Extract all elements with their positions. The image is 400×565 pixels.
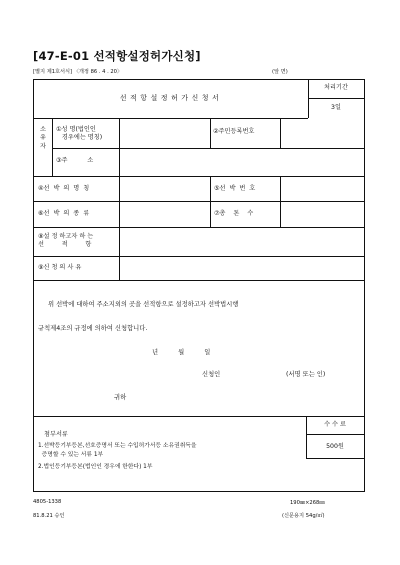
- divider: [34, 256, 364, 257]
- form-code: 4805-1338: [33, 499, 62, 505]
- body-text-line-2: 규칙제4조의 규정에 의하여 신청합니다.: [38, 325, 148, 332]
- divider: [210, 176, 211, 227]
- address-label: ③주 소: [56, 157, 94, 164]
- divider: [34, 416, 364, 417]
- application-form: [33, 79, 365, 492]
- ship-type-label: ⑥선 박 의 종 류: [38, 210, 90, 217]
- divider: [52, 118, 53, 176]
- owner-label: 소 유 자: [40, 126, 46, 150]
- divider: [308, 98, 364, 99]
- body-text-line-1: 위 선박에 대하여 주소지외의 곳을 선적항으로 설정하고자 선박법시행: [48, 301, 239, 308]
- reason-label: ⑨신 청 의 사 유: [38, 264, 82, 271]
- port-label: ⑧설 정 하고자 하 는 선 적 항: [38, 233, 94, 248]
- processing-period-label: 처리기간: [324, 84, 348, 91]
- paper-size: 190㎜×268㎜: [290, 500, 325, 506]
- divider: [34, 118, 308, 119]
- form-number: [별지 제1호서식] 〈개정 86 . 4 . 20〉: [33, 69, 123, 75]
- attachment-2: 2.법인등기부등본(법인인 경우에 한한다) 1부: [38, 464, 153, 470]
- processing-period-value: 3일: [331, 104, 341, 111]
- divider: [306, 458, 364, 459]
- divider: [306, 434, 364, 435]
- attachment-1-cont: 증명할 수 있는 서류 1부: [38, 452, 104, 458]
- divider: [34, 280, 364, 281]
- page-title: [47-E-01 선적항설정허가신청]: [33, 49, 201, 63]
- divider: [52, 148, 364, 149]
- approval-date: 81.8.21 승인: [33, 513, 65, 519]
- applicant-label: 신청인: [202, 371, 221, 378]
- resident-number-label: ②주민등록번호: [213, 128, 255, 135]
- attachments-title: 첨부서류: [44, 431, 68, 438]
- divider: [34, 176, 364, 177]
- form-title: 선적항설정허가신청서: [119, 94, 223, 102]
- addressee-label: 귀하: [114, 394, 127, 401]
- divider: [280, 118, 281, 148]
- divider: [34, 201, 364, 202]
- divider: [280, 176, 281, 227]
- fee-value: 500원: [326, 443, 344, 450]
- fee-label: 수 수 료: [324, 421, 346, 428]
- name-label: ①성 명(법인인 경우에는 명칭): [56, 126, 103, 141]
- date-line: 년 월 일: [152, 349, 211, 356]
- tonnage-label: ⑦총 톤 수: [214, 210, 254, 217]
- divider: [119, 118, 120, 176]
- signature-label: (서명 또는 인): [286, 371, 326, 378]
- attachment-1: 1.선박등기부등본,선호증명서 또는 수입허가서등 소유권취득을: [38, 443, 197, 449]
- divider: [210, 118, 211, 148]
- divider: [119, 176, 120, 280]
- paper-type: (신문용지 54g/㎡): [282, 513, 325, 519]
- side-label: (앞 면): [272, 69, 288, 75]
- ship-number-label: ⑤선 박 번 호: [214, 185, 256, 192]
- ship-name-label: ④선 박 의 명 칭: [38, 185, 90, 192]
- divider: [34, 227, 364, 228]
